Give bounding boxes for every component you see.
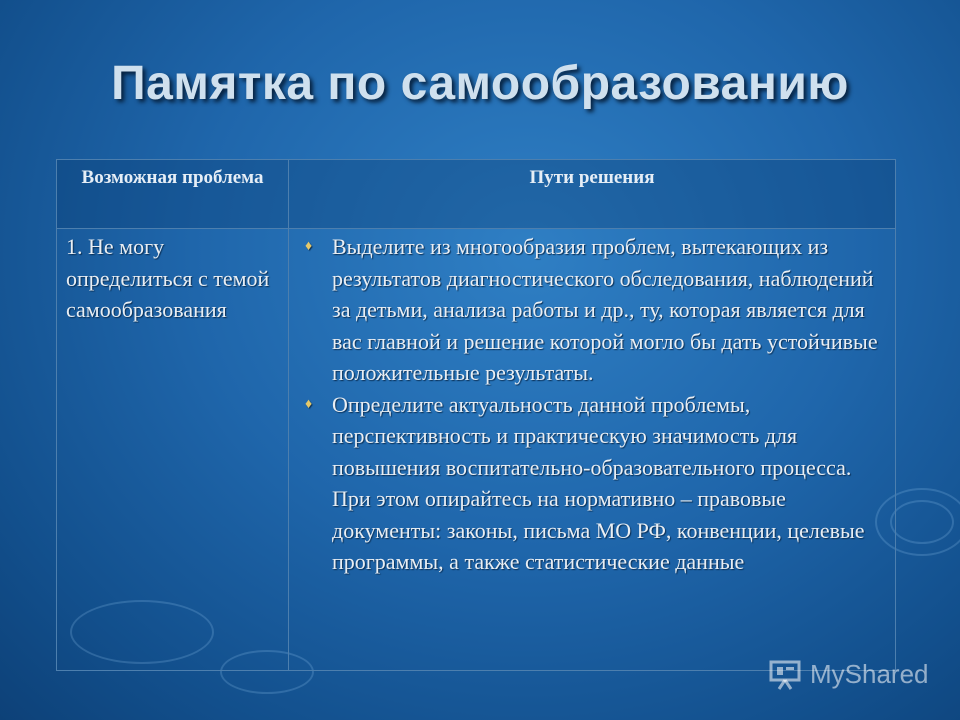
solution-text: Определите актуальность данной проблемы, перспективность и практическую значимость для повышения воспитательно-образовательного процесса. При этом опирайтесь на нормативно – правовые документы: законы, письма МО РФ, конвенции, целевые программы, а также статистические данные [332,391,865,574]
diamond-bullet-icon: ♦ [305,239,313,254]
memo-table [56,159,896,671]
table-header-row [57,160,896,229]
solution-item [297,231,889,389]
header-problem: Возможная проблема [57,160,289,229]
solutions-cell [289,229,896,671]
watermark-text: MyShared [810,658,929,689]
solution-text: Выделите из многообразия проблем, вытекающих из результатов диагностического обследования, наблюдений за детьми, анализа работы и др., ту, которая является для вас главной и решение которой могло бы дать устойчивые положительные результаты. [332,234,878,385]
solutions-list [297,231,889,578]
problem-cell: 1. Не могу определиться с темой самообразования [57,229,289,671]
slide-title: Памятка по самообразованию [111,57,849,110]
presentation-board-icon [768,657,802,691]
table-row [57,229,896,671]
header-solutions: Пути решения [289,160,896,229]
solution-item [297,389,889,578]
myshared-watermark [768,654,929,694]
diamond-bullet-icon: ♦ [305,396,313,412]
